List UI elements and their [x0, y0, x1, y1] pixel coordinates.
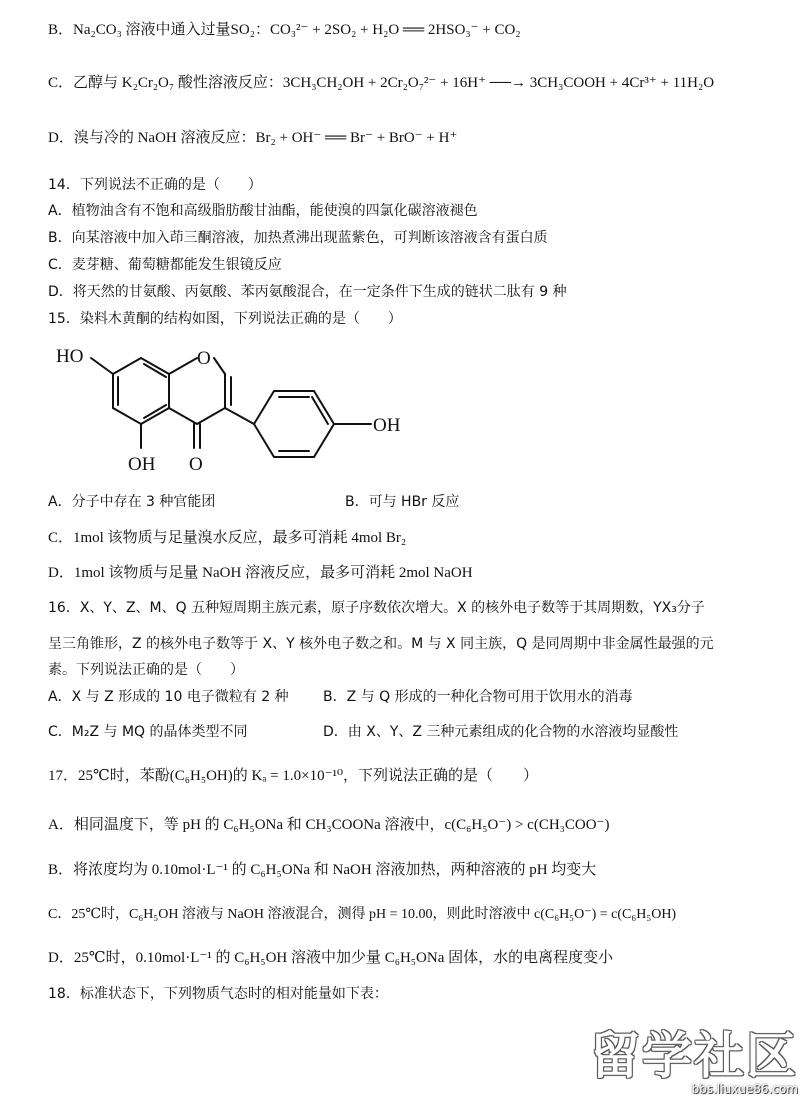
q17-option-c: C．25℃时，C₆H₅OH 溶液与 NaOH 溶液混合，测得 pH = 10.00，则此时溶液中 c(C₆H₅O⁻) = c(C₆H₅OH) — [48, 907, 677, 922]
q15-option-d: D．1mol 该物质与足量 NaOH 溶液反应，最多可消耗 2mol NaOH — [48, 565, 473, 581]
watermark-logo: 留学社区 — [590, 1027, 798, 1085]
q13-option-c-label: C． — [48, 75, 74, 91]
q15-option-b: B．可与 HBr 反应 — [345, 494, 460, 510]
q13-option-d-label: D． — [48, 130, 74, 146]
oh-label-bottom: OH — [128, 454, 156, 475]
q14-option-b: B．向某溶液中加入茚三酮溶液，加热煮沸出现蓝紫色，可判断该溶液含有蛋白质 — [48, 230, 548, 246]
q15-stem: 15．染料木黄酮的结构如图，下列说法正确的是（ ） — [48, 311, 402, 327]
q16-option-c: C．M₂Z 与 MQ 的晶体类型不同 — [48, 724, 248, 740]
q14-option-d: D．将天然的甘氨酸、丙氨酸、苯丙氨酸混合，在一定条件下生成的链状二肽有 9 种 — [48, 284, 567, 300]
q16-option-d: D．由 X、Y、Z 三种元素组成的化合物的水溶液均显酸性 — [323, 724, 679, 740]
q17-stem: 17．25℃时，苯酚(C₆H₅OH)的 Kₐ = 1.0×10⁻¹⁰，下列说法正确的是（ ） — [48, 768, 539, 784]
q15-option-a: A．分子中存在 3 种官能团 — [48, 494, 216, 510]
q17-option-d: D．25℃时，0.10mol·L⁻¹ 的 C₆H₅OH 溶液中加少量 C₆H₅ONa 固体，水的电离程度变小 — [48, 950, 614, 966]
q14-option-a: A．植物油含有不饱和高级脂肪酸甘油酯，能使溴的四氯化碳溶液褪色 — [48, 203, 478, 219]
q14-option-c: C．麦芽糖、葡萄糖都能发生银镜反应 — [48, 257, 282, 273]
q13-option-c: C．乙醇与 K₂Cr₂O₇ 酸性溶液反应：3CH₃CH₂OH + 2Cr₂O₇²⁻ + 16H⁺ ──→ 3CH₃COOH + 4Cr³⁺ + 11H₂O — [48, 75, 715, 91]
q17-option-b: B．将浓度均为 0.10mol·L⁻¹ 的 C₆H₅ONa 和 NaOH 溶液加热，两种溶液的 pH 均变大 — [48, 862, 597, 878]
q18-stem: 18．标准状态下，下列物质气态时的相对能量如下表： — [48, 986, 388, 1002]
carbonyl-oxygen-label: O — [189, 454, 203, 475]
q16-option-a: A．X 与 Z 形成的 10 电子微粒有 2 种 — [48, 689, 289, 705]
q14-stem: 14．下列说法不正确的是（ ） — [48, 177, 262, 193]
q13-option-b: B．Na₂CO₃ 溶液中通入过量SO₂：CO₃²⁻ + 2SO₂ + H₂O ══ 2HSO₃⁻ + CO₂ — [48, 22, 521, 38]
q16-stem-line2: 呈三角锥形，Z 的核外电子数等于 X、Y 核外电子数之和。M 与 X 同主族，Q 是同周期中非金属性最强的元 — [48, 636, 714, 652]
q16-stem-line3: 素。下列说法正确的是（ ） — [48, 662, 244, 678]
q15-option-c: C．1mol 该物质与足量溴水反应，最多可消耗 4mol Br₂ — [48, 530, 407, 546]
site-watermark — [590, 1027, 798, 1096]
q16-stem-line1: 16．X、Y、Z、M、Q 五种短周期主族元素，原子序数依次增大。X 的核外电子数等于其周期数，YX₃分子 — [48, 600, 705, 616]
oh-label-right: OH — [373, 415, 401, 436]
watermark-url: bbs.liuxue86.com — [691, 1082, 798, 1096]
q13-option-b-label: B． — [48, 22, 74, 38]
genistein-structure-diagram — [46, 336, 436, 490]
q13-option-d: D．溴与冷的 NaOH 溶液反应：Br₂ + OH⁻ ══ Br⁻ + BrO⁻ + H⁺ — [48, 130, 458, 146]
q17-option-a: A．相同温度下，等 pH 的 C₆H₅ONa 和 CH₃COONa 溶液中，c(C₆H₅O⁻) > c(CH₃COO⁻) — [48, 817, 610, 833]
ho-label-top: HO — [56, 346, 84, 367]
q16-option-b: B．Z 与 Q 形成的一种化合物可用于饮用水的消毒 — [323, 689, 633, 705]
ring-oxygen-label: O — [197, 348, 211, 369]
